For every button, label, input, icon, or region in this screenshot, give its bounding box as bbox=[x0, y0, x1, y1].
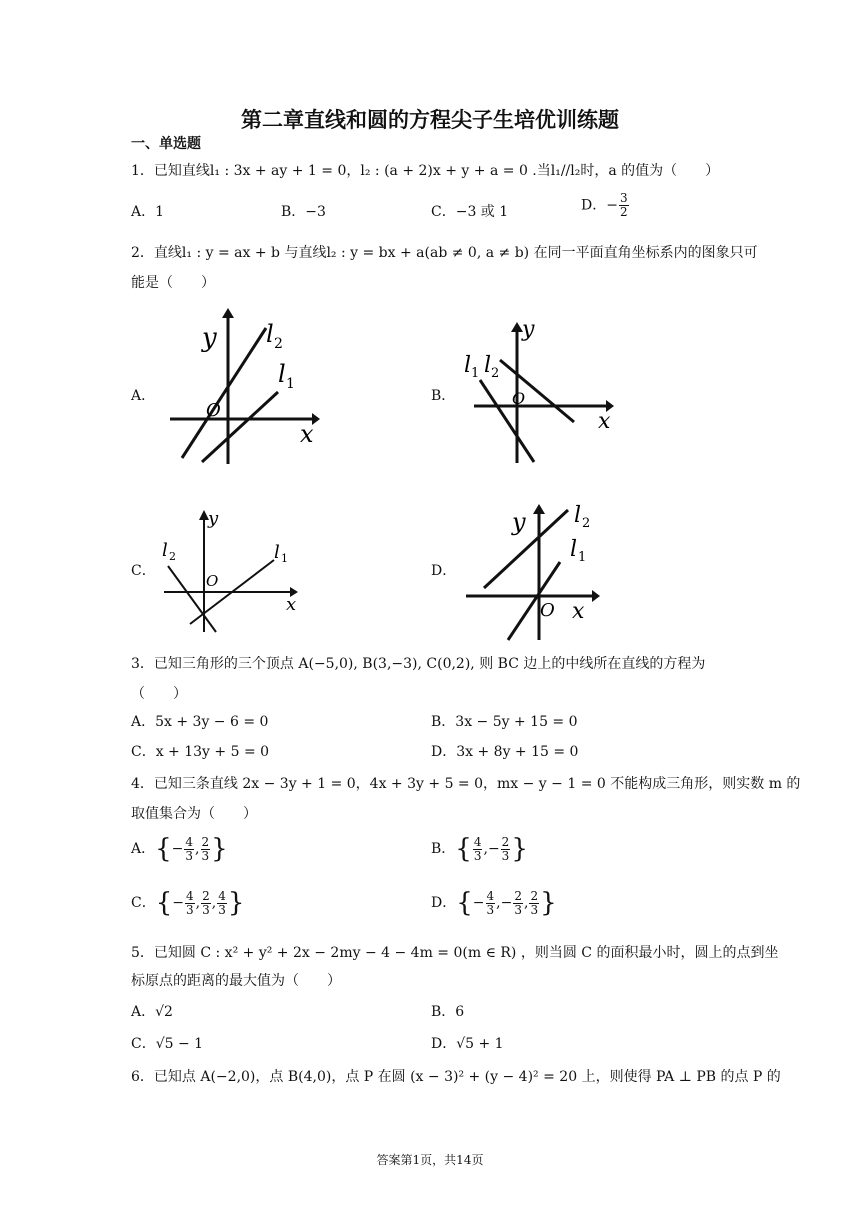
numerator: 4 bbox=[186, 888, 194, 903]
minus-sign: − bbox=[472, 895, 485, 911]
origin-label: O bbox=[206, 400, 221, 421]
fraction bbox=[217, 890, 227, 917]
question-3-line-2: （ ） bbox=[131, 686, 187, 702]
q2-option-b-label: B． bbox=[431, 388, 456, 404]
graph-c bbox=[158, 506, 308, 634]
q3-option-a: A．5x + 3y − 6 = 0 bbox=[131, 714, 269, 730]
l1-subscript: 1 bbox=[471, 366, 480, 381]
numerator: 2 bbox=[201, 834, 210, 849]
q1-option-d-prefix: D．− bbox=[581, 197, 618, 214]
x-label: x bbox=[300, 420, 314, 448]
question-5-line-1: 5．已知圆 C : x² + y² + 2x − 2my − 4 − 4m = 0(m ∈ R) ，则当圆 C 的面积最小时，圆上的点到坐 bbox=[131, 945, 779, 961]
l2-label: l bbox=[266, 320, 274, 348]
question-3-line-1: 3．已知三角形的三个顶点 A(−5,0), B(3,−3), C(0,2), 则 BC 边上的中线所在直线的方程为 bbox=[131, 656, 706, 672]
question-2-line-2: 能是（ ） bbox=[131, 275, 215, 291]
denominator: 3 bbox=[218, 902, 226, 917]
right-brace: } bbox=[211, 834, 228, 864]
x-axis-arrow bbox=[592, 590, 600, 602]
q5-option-b: B．6 bbox=[431, 1004, 465, 1020]
origin-label: O bbox=[540, 600, 555, 621]
l1-subscript: 1 bbox=[286, 376, 295, 392]
q1-option-d bbox=[581, 192, 630, 219]
q2-option-a-label: A． bbox=[131, 388, 156, 404]
q2-option-c-label: C． bbox=[131, 563, 156, 579]
y-axis-arrow bbox=[222, 308, 234, 318]
minus-sign: − bbox=[172, 895, 184, 911]
denominator: 3 bbox=[186, 902, 194, 917]
q5-option-c: C．√5 − 1 bbox=[131, 1036, 204, 1052]
q4-option-d bbox=[431, 888, 557, 918]
fraction bbox=[529, 890, 539, 917]
comma: , bbox=[211, 895, 217, 911]
right-brace: } bbox=[540, 888, 557, 918]
l2-label: l bbox=[484, 353, 492, 378]
fraction bbox=[185, 890, 195, 917]
q1-option-c: C．−3 或 1 bbox=[431, 204, 509, 220]
minus-sign: − bbox=[500, 895, 513, 911]
l1-label: l bbox=[278, 360, 286, 388]
q3-option-d: D．3x + 8y + 15 = 0 bbox=[431, 744, 579, 760]
comma: , bbox=[496, 895, 501, 911]
left-brace: { bbox=[155, 834, 172, 864]
question-5-line-2: 标原点的距离的最大值为（ ） bbox=[131, 973, 341, 989]
left-brace: { bbox=[155, 888, 173, 918]
line-l2 bbox=[484, 510, 568, 588]
l1-subscript: 1 bbox=[281, 552, 288, 565]
numerator: 4 bbox=[218, 888, 226, 903]
numerator: 4 bbox=[486, 888, 495, 903]
y-label: y bbox=[512, 508, 526, 536]
denominator: 3 bbox=[473, 848, 482, 863]
fraction bbox=[201, 890, 211, 917]
option-label: D． bbox=[431, 895, 457, 911]
q1-option-b: B．−3 bbox=[281, 204, 326, 220]
fraction bbox=[513, 890, 523, 917]
q4-option-c bbox=[131, 888, 244, 918]
fraction bbox=[473, 836, 483, 863]
option-label: B． bbox=[431, 841, 456, 857]
numerator: 4 bbox=[185, 834, 194, 849]
left-brace: { bbox=[456, 888, 473, 918]
q3-option-b: B．3x − 5y + 15 = 0 bbox=[431, 714, 578, 730]
comma: , bbox=[523, 895, 529, 911]
page-footer: 答案第1页，共14页 bbox=[376, 1153, 484, 1167]
right-brace: } bbox=[227, 888, 245, 918]
graph-b bbox=[460, 318, 620, 468]
origin-label: O bbox=[206, 572, 219, 590]
fraction bbox=[501, 836, 511, 863]
y-axis-arrow bbox=[533, 504, 545, 514]
q4-option-b bbox=[431, 834, 528, 864]
line-l2 bbox=[182, 328, 266, 458]
l1-subscript: 1 bbox=[578, 550, 587, 565]
comma: , bbox=[483, 841, 488, 857]
q4-option-a bbox=[131, 834, 228, 864]
l2-label: l bbox=[574, 503, 582, 528]
x-label: x bbox=[286, 594, 297, 615]
y-label: y bbox=[202, 323, 217, 353]
numerator: 2 bbox=[530, 888, 539, 903]
graph-d bbox=[462, 500, 612, 642]
denominator: 3 bbox=[530, 902, 539, 917]
l2-subscript: 2 bbox=[582, 516, 591, 531]
comma: , bbox=[195, 841, 200, 857]
l1-label: l bbox=[274, 542, 280, 563]
numerator: 3 bbox=[619, 191, 628, 205]
l2-label: l bbox=[162, 540, 168, 561]
l2-subscript: 2 bbox=[169, 550, 176, 563]
line-l1 bbox=[480, 380, 534, 462]
q3-option-c: C．x + 13y + 5 = 0 bbox=[131, 744, 270, 760]
origin-label: O bbox=[512, 389, 526, 408]
numerator: 2 bbox=[514, 888, 522, 903]
right-brace: } bbox=[511, 834, 528, 864]
option-label: A． bbox=[131, 841, 156, 857]
graph-a bbox=[160, 306, 320, 466]
denominator: 2 bbox=[619, 205, 628, 219]
numerator: 4 bbox=[473, 834, 482, 849]
denominator: 3 bbox=[202, 902, 210, 917]
y-label: y bbox=[208, 508, 219, 529]
l1-label: l bbox=[464, 353, 472, 378]
question-2-line-1: 2．直线l₁ : y = ax + b 与直线l₂ : y = bx + a(ab ≠ 0, a ≠ b) 在同一平面直角坐标系内的图象只可 bbox=[131, 245, 758, 261]
question-4-line-1: 4．已知三条直线 2x − 3y + 1 = 0，4x + 3y + 5 = 0，mx − y − 1 = 0 不能构成三角形，则实数 m 的 bbox=[131, 776, 801, 792]
option-label: C． bbox=[131, 895, 156, 911]
x-label: x bbox=[572, 599, 585, 624]
page-title: 第二章直线和圆的方程尖子生培优训练题 bbox=[241, 108, 619, 132]
q5-option-a: A．√2 bbox=[131, 1004, 173, 1020]
l2-subscript: 2 bbox=[274, 336, 283, 352]
minus-sign: − bbox=[171, 841, 184, 857]
question-4-line-2: 取值集合为（ ） bbox=[131, 806, 257, 822]
l2-subscript: 2 bbox=[491, 366, 500, 381]
numerator: 2 bbox=[202, 888, 210, 903]
denominator: 3 bbox=[185, 848, 194, 863]
question-6-line-1: 6．已知点 A(−2,0)，点 B(4,0)，点 P 在圆 (x − 3)² + (y − 4)² = 20 上，则使得 PA ⊥ PB 的点 P 的 bbox=[131, 1069, 781, 1085]
fraction bbox=[619, 192, 629, 219]
numerator: 2 bbox=[501, 834, 510, 849]
denominator: 3 bbox=[201, 848, 210, 863]
minus-sign: − bbox=[487, 841, 500, 857]
fraction bbox=[201, 836, 211, 863]
x-label: x bbox=[598, 409, 611, 434]
comma: , bbox=[195, 895, 201, 911]
l1-label: l bbox=[570, 537, 578, 562]
denominator: 3 bbox=[514, 902, 522, 917]
question-1-text: 1．已知直线l₁ : 3x + ay + 1 = 0，l₂ : (a + 2)x + y + a = 0 .当l₁//l₂时，a 的值为（ ） bbox=[131, 163, 720, 179]
fraction bbox=[486, 890, 496, 917]
left-brace: { bbox=[455, 834, 472, 864]
denominator: 3 bbox=[486, 902, 495, 917]
section-heading: 一、单选题 bbox=[131, 136, 201, 152]
q5-option-d: D．√5 + 1 bbox=[431, 1036, 504, 1052]
q2-option-d-label: D． bbox=[431, 563, 457, 579]
denominator: 3 bbox=[501, 848, 510, 863]
y-label: y bbox=[522, 318, 535, 342]
fraction bbox=[184, 836, 194, 863]
q1-option-a: A．1 bbox=[131, 204, 165, 220]
